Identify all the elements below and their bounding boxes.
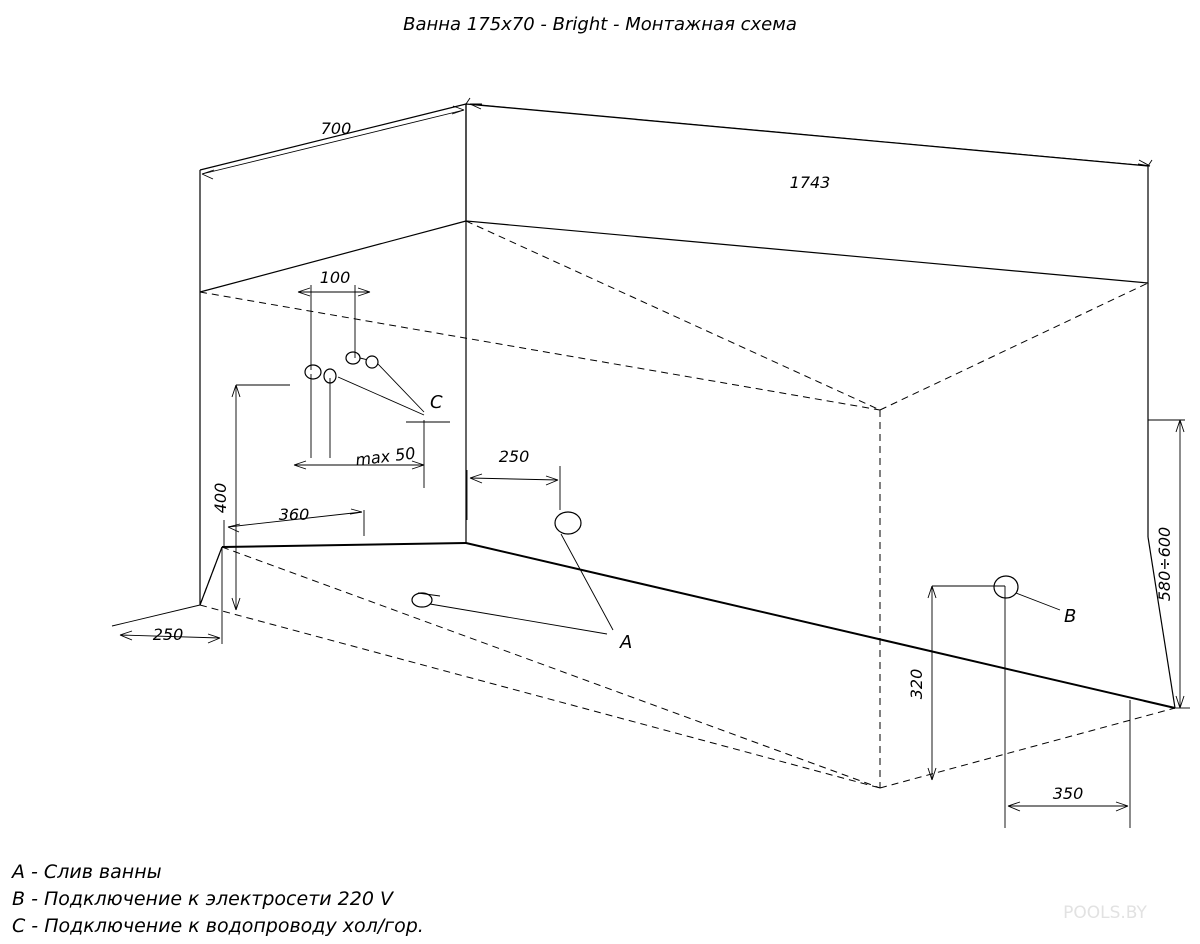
dimension-250-center-label: 250 (498, 447, 530, 466)
legend-line-b: B - Подключение к электросети 220 V (12, 888, 393, 910)
dimension-100-label: 100 (319, 268, 351, 287)
dimension-700-label: 700 (320, 119, 352, 138)
dimension-250-left (112, 547, 222, 644)
callout-b-electrical (994, 576, 1076, 627)
dimension-250-left-label: 250 (152, 625, 184, 644)
dimension-580-600 (1148, 420, 1190, 708)
bath-body-outline (200, 104, 1175, 708)
dimension-580-600-label: 580÷600 (1155, 526, 1174, 602)
dimension-360 (224, 505, 364, 548)
callout-c-label: C (430, 392, 443, 413)
dimension-400-label: 400 (211, 482, 230, 514)
dimension-700 (200, 104, 466, 180)
dimension-250-center (467, 447, 560, 520)
dimension-320-label: 320 (907, 668, 926, 700)
hidden-edges (200, 221, 1175, 788)
dimension-400 (211, 385, 290, 610)
diagram-title: Ванна 175x70 - Bright - Монтажная схема (403, 14, 797, 35)
callout-a-drain (412, 512, 632, 653)
dimension-360-label: 360 (278, 505, 310, 524)
callout-a-label: A (620, 632, 633, 653)
callout-c-water (305, 352, 450, 422)
dimension-max-50-label: max 50 (354, 443, 417, 470)
dimension-350-label: 350 (1052, 784, 1084, 803)
callout-b-label: B (1064, 606, 1077, 627)
watermark: POOLS.BY (1063, 903, 1147, 923)
legend-line-a: A - Слив ванны (12, 861, 162, 883)
dimension-1743-label: 1743 (789, 173, 831, 192)
dimension-1743 (466, 98, 1152, 192)
legend-line-c: C - Подключение к водопроводу хол/гор. (12, 915, 424, 937)
dimension-320 (907, 586, 1005, 780)
